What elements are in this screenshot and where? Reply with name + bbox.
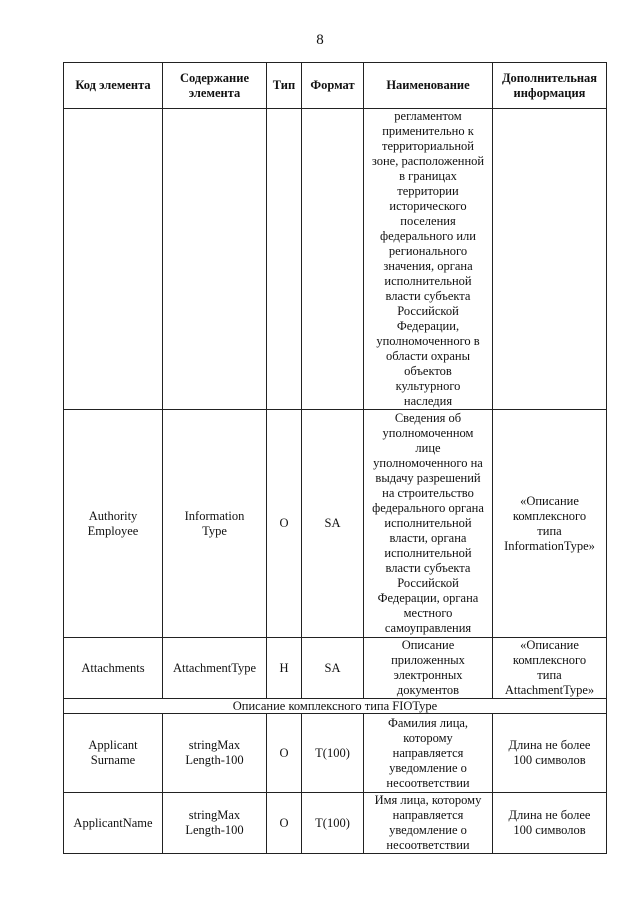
cell-content xyxy=(163,109,267,410)
cell-content: stringMax Length-100 xyxy=(163,793,267,854)
table-row xyxy=(64,109,607,410)
cell-code: Applicant Surname xyxy=(64,714,163,793)
cell-format: T(100) xyxy=(302,714,364,793)
cell-format xyxy=(302,109,364,410)
section-title: Описание комплексного типа FIOType xyxy=(64,699,607,714)
cell-name: Описание приложенных электронных документов xyxy=(364,638,493,699)
cell-name: Сведения об уполномоченном лице уполномоченного на выдачу разрешений на строительство федерального органа исполнительной власти, органа исполнительной власти субъекта Российской Федерации, органа местного самоуправления xyxy=(364,410,493,638)
cell-type: O xyxy=(267,714,302,793)
specification-table xyxy=(63,62,607,854)
cell-code: Authority Employee xyxy=(64,410,163,638)
cell-name: регламентом применительно к территориальной зоне, расположенной в границах территории исторического поселения федерального или регионального значения, органа исполнительной власти субъекта Российской Федерации, уполномоченного в области охраны объектов культурного наследия xyxy=(364,109,493,410)
section-title-row xyxy=(64,699,607,714)
cell-content: AttachmentType xyxy=(163,638,267,699)
cell-code: ApplicantName xyxy=(64,793,163,854)
cell-content: stringMax Length-100 xyxy=(163,714,267,793)
header-additional-info: Дополнительная информация xyxy=(493,63,607,109)
table-header-row xyxy=(64,63,607,109)
cell-info xyxy=(493,109,607,410)
cell-format: SA xyxy=(302,410,364,638)
cell-info: «Описание комплексного типа InformationType» xyxy=(493,410,607,638)
table-row xyxy=(64,793,607,854)
cell-format: SA xyxy=(302,638,364,699)
cell-info: Длина не более 100 символов xyxy=(493,714,607,793)
header-element-content: Содержание элемента xyxy=(163,63,267,109)
cell-code xyxy=(64,109,163,410)
cell-format: T(100) xyxy=(302,793,364,854)
cell-name: Фамилия лица, которому направляется уведомление о несоответствии xyxy=(364,714,493,793)
cell-info: Длина не более 100 символов xyxy=(493,793,607,854)
table-row xyxy=(64,638,607,699)
page-number: 8 xyxy=(316,32,324,48)
table-row xyxy=(64,410,607,638)
header-element-code: Код элемента xyxy=(64,63,163,109)
header-type: Тип xyxy=(267,63,302,109)
cell-name: Имя лица, которому направляется уведомление о несоответствии xyxy=(364,793,493,854)
header-format: Формат xyxy=(302,63,364,109)
cell-type xyxy=(267,109,302,410)
cell-content: Information Type xyxy=(163,410,267,638)
cell-code: Attachments xyxy=(64,638,163,699)
cell-info: «Описание комплексного типа AttachmentType» xyxy=(493,638,607,699)
cell-type: O xyxy=(267,793,302,854)
table-row xyxy=(64,714,607,793)
header-name: Наименование xyxy=(364,63,493,109)
cell-type: H xyxy=(267,638,302,699)
cell-type: O xyxy=(267,410,302,638)
